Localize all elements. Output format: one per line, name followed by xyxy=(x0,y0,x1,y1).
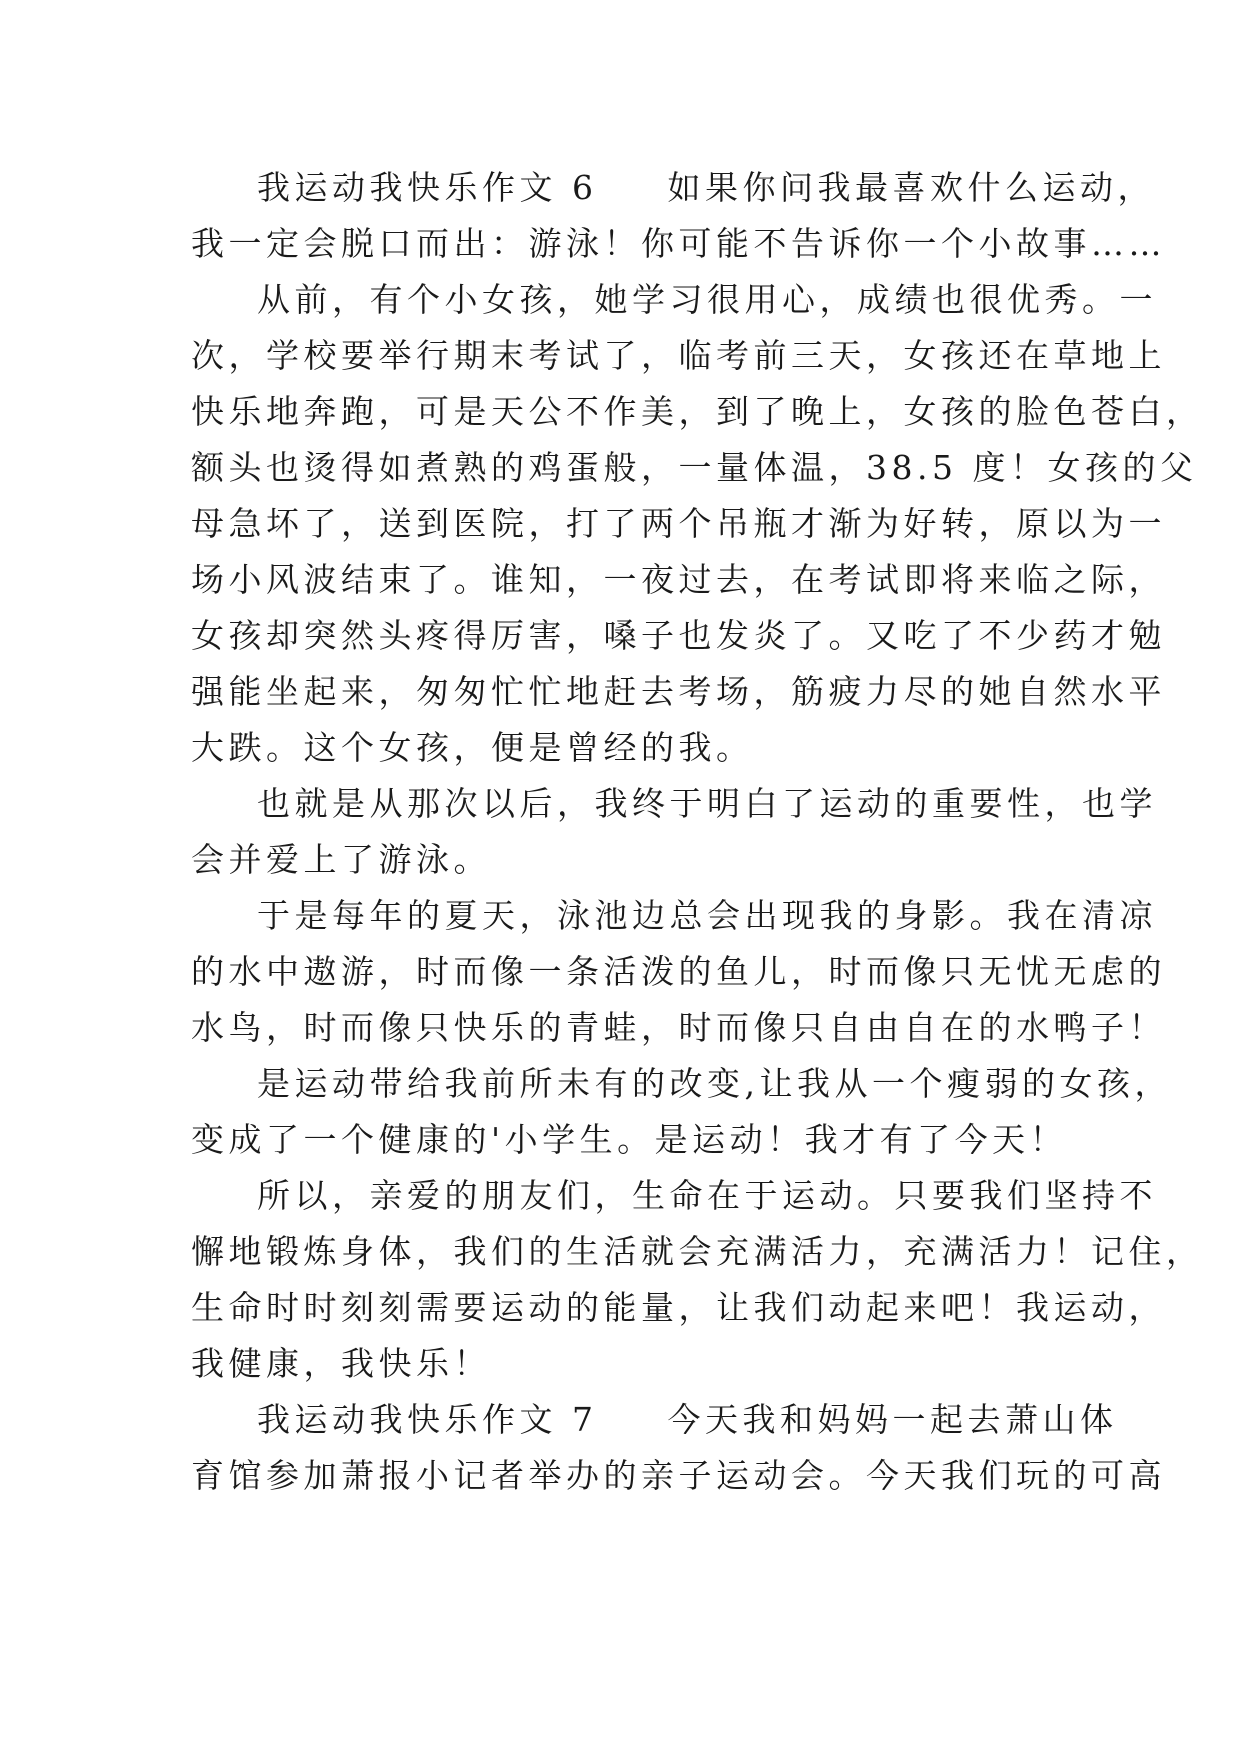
text-line xyxy=(191,1392,1118,1448)
text-line: 会并爱上了游泳。 xyxy=(191,840,491,879)
text-line: 生命时时刻刻需要运动的能量，让我们动起来吧！我运动， xyxy=(191,1288,1166,1327)
text-line xyxy=(191,160,1155,216)
text-line: 快乐地奔跑，可是天公不作美，到了晚上，女孩的脸色苍白， xyxy=(191,392,1204,431)
line-text: 今天我和妈妈一起去萧山体 xyxy=(667,1400,1118,1439)
line-text: 如果你问我最喜欢什么运动， xyxy=(667,168,1155,207)
essay-title: 我运动我快乐作文 6 xyxy=(257,168,598,207)
text-line: 变成了一个健康的'小学生。是运动！我才有了今天！ xyxy=(191,1120,1068,1159)
text-line: 我健康，我快乐！ xyxy=(191,1344,491,1383)
text-line: 我一定会脱口而出：游泳！你可能不告诉你一个小故事…… xyxy=(191,224,1166,263)
text-line: 女孩却突然头疼得厉害，嗓子也发炎了。又吃了不少药才勉 xyxy=(191,616,1166,655)
text-line: 次，学校要举行期末考试了，临考前三天，女孩还在草地上 xyxy=(191,336,1166,375)
text-line: 育馆参加萧报小记者举办的亲子运动会。今天我们玩的可高 xyxy=(191,1456,1166,1495)
text-line: 场小风波结束了。谁知，一夜过去，在考试即将来临之际， xyxy=(191,560,1166,599)
text-line: 母急坏了，送到医院，打了两个吊瓶才渐为好转，原以为一 xyxy=(191,504,1166,543)
text-line: 懈地锻炼身体，我们的生活就会充满活力，充满活力！记住， xyxy=(191,1232,1204,1271)
text-line: 水鸟，时而像只快乐的青蛙，时而像只自由自在的水鸭子！ xyxy=(191,1008,1166,1047)
text-line: 从前，有个小女孩，她学习很用心，成绩也很优秀。一 xyxy=(257,280,1157,319)
text-line: 的水中遨游，时而像一条活泼的鱼儿，时而像只无忧无虑的 xyxy=(191,952,1166,991)
text-line: 强能坐起来，匆匆忙忙地赶去考场，筋疲力尽的她自然水平 xyxy=(191,672,1166,711)
essay-title: 我运动我快乐作文 7 xyxy=(257,1400,598,1439)
text-line: 额头也烫得如煮熟的鸡蛋般，一量体温，38.5 度！女孩的父 xyxy=(191,448,1198,487)
text-line: 是运动带给我前所未有的改变,让我从一个瘦弱的女孩， xyxy=(257,1064,1172,1103)
text-line: 于是每年的夏天，泳池边总会出现我的身影。我在清凉 xyxy=(257,896,1157,935)
text-line: 所以，亲爱的朋友们，生命在于运动。只要我们坚持不 xyxy=(257,1176,1157,1215)
text-line: 也就是从那次以后，我终于明白了运动的重要性，也学 xyxy=(257,784,1157,823)
text-line: 大跌。这个女孩，便是曾经的我。 xyxy=(191,728,754,767)
